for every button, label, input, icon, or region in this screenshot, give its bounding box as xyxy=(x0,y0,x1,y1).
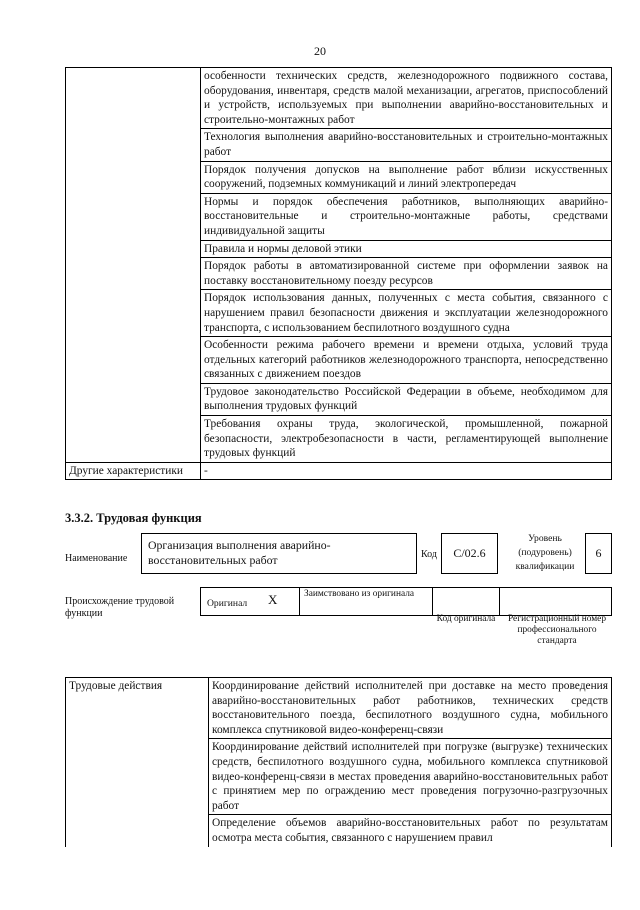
original-label: Оригинал xyxy=(207,598,248,609)
actions-table xyxy=(65,677,612,847)
name-label: Наименование xyxy=(65,553,128,564)
other-characteristics-value: - xyxy=(201,462,612,480)
level-label: Уровень (подуровень) квалификации xyxy=(515,533,575,572)
table-row-other xyxy=(66,462,612,480)
table-cell: Правила и нормы деловой этики xyxy=(201,240,612,258)
table-cell: Порядок работы в автоматизированной системе при оформлении заявок на поставку восстановительному поезду ресурсов xyxy=(201,258,612,290)
code-box: C/02.6 xyxy=(441,533,498,574)
table-cell: Порядок получения допусков на выполнение работ вблизи искусственных сооружений, подземных коммуникаций и линий электропередач xyxy=(201,161,612,193)
table-cell: Порядок использования данных, полученных с места события, связанного с нарушением правил безопасности движения и эксплуатации железнодорожного транспорта, с использованием беспилотного воздушного судна xyxy=(201,290,612,337)
table-cell: Требования охраны труда, экологической, промышленной, пожарной безопасности, электробезопасности в части, регламентирующей выполнение трудовых функций xyxy=(201,416,612,463)
table-cell: Координирование действий исполнителей при доставке на место проведения аварийно-восстановительных работ работников, технических средств восстановительного поезда, беспилотного воздушного судна, мобильного комплекса спутниковой видео-конференц-связи xyxy=(209,678,612,739)
function-name-box: Организация выполнения аварийно-восстановительных работ xyxy=(141,533,417,574)
section-title: 3.3.2. Трудовая функция xyxy=(65,511,202,525)
borrowed-label: Заимствовано из оригинала xyxy=(304,589,415,599)
original-mark: X xyxy=(268,592,278,607)
origin-original-cell xyxy=(200,587,300,616)
level-box: 6 xyxy=(585,533,612,574)
table-cell: Определение объемов аварийно-восстановительных работ по результатам осмотра места события, связанного с нарушением правил xyxy=(209,815,612,847)
code-label: Код xyxy=(421,549,437,560)
page-number: 20 xyxy=(314,44,326,58)
table-cell: Координирование действий исполнителей при погрузке (выгрузке) технических средств, беспилотного воздушного судна, мобильного комплекса спутниковой видео-конференц-связи в местах проведения аварийно-восстановительных работ с принятием мер по ограждению мест проведения погрузочно-разгрузочных работ xyxy=(209,739,612,815)
origin-grid xyxy=(200,587,612,616)
origin-label: Происхождение трудовой функции xyxy=(65,596,175,619)
other-characteristics-label: Другие характеристики xyxy=(66,462,201,480)
table-cell: особенности технических средств, железнодорожного подвижного состава, оборудования, инвентаря, средств малой механизации, агрегатов, приспособлений и устройств, используемых при выполнении аварийно-восстановительных и строительно-монтажных работ xyxy=(201,68,612,129)
table-row xyxy=(66,678,612,739)
table-cell: Технология выполнения аварийно-восстановительных и строительно-монтажных работ xyxy=(201,129,612,161)
knowledge-table xyxy=(65,67,612,480)
table-cell: Трудовое законодательство Российской Федерации в объеме, необходимом для выполнения трудовых функций xyxy=(201,383,612,415)
table-cell-empty xyxy=(66,68,201,463)
table-row xyxy=(66,68,612,129)
table-cell: Особенности режима рабочего времени и времени отдыха, условий труда отдельных категорий работников железнодорожного транспорта, непосредственно связанных с движением поездов xyxy=(201,337,612,384)
reg-number-caption: Регистрационный номер профессионального стандарта xyxy=(507,614,607,646)
code-original-caption: Код оригинала xyxy=(436,614,496,624)
origin-divider xyxy=(432,587,433,616)
table-cell: Нормы и порядок обеспечения работников, выполняющих аварийно-восстановительные и строительно-монтажные работы, средствами индивидуальной защиты xyxy=(201,193,612,240)
origin-divider xyxy=(499,587,500,616)
actions-label: Трудовые действия xyxy=(66,678,209,847)
